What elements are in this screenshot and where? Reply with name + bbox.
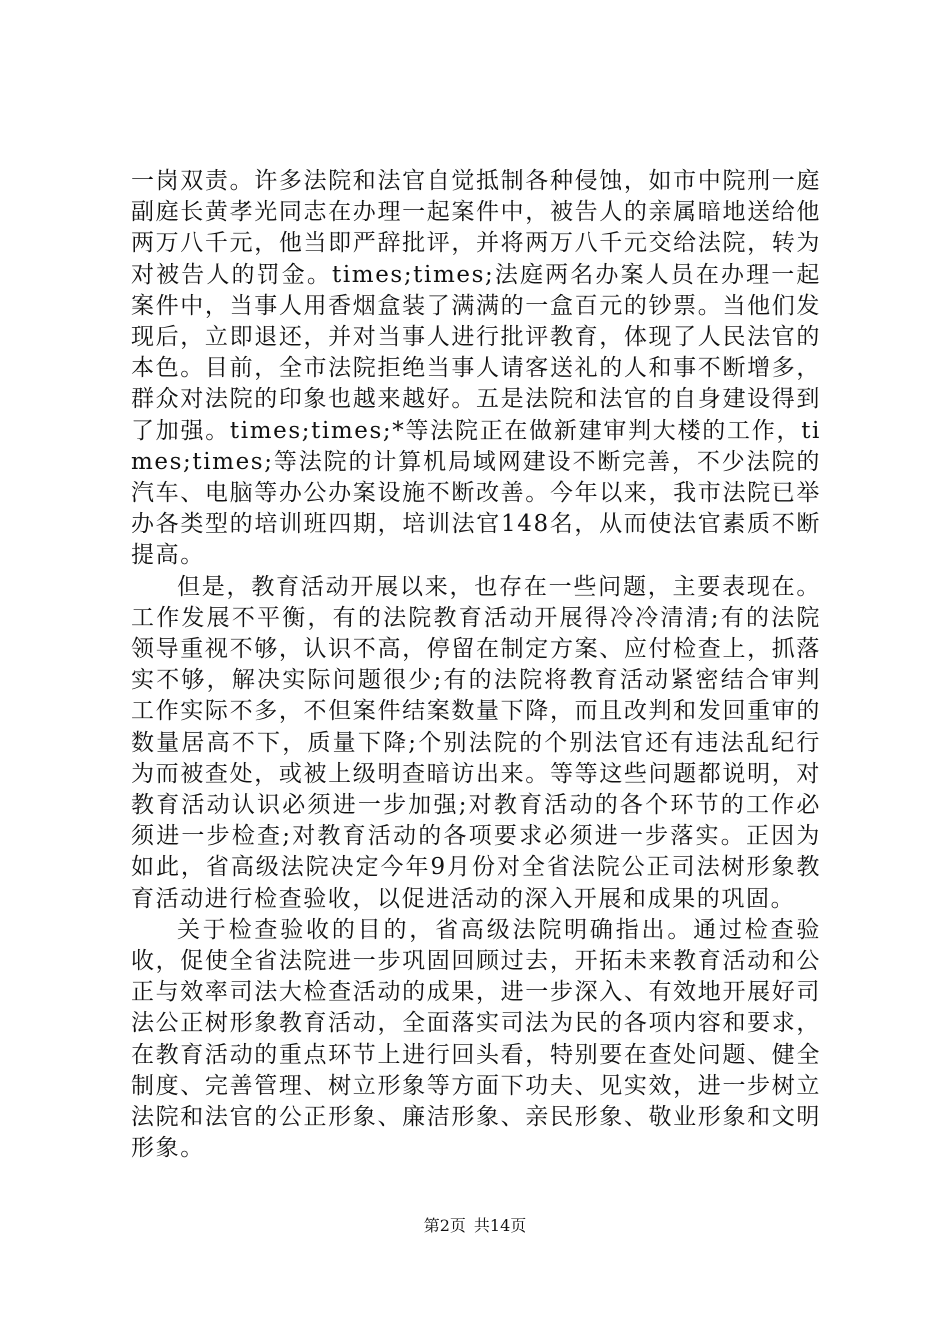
- paragraph-inspection-purpose: 关于检查验收的目的，省高级法院明确指出。通过检查验收，促使全省法院进一步巩固回顾过去，开拓未来教育活动和公正与效率司法大检查活动的成果，进一步深入、有效地开展好司法公正树形象教育活动，全面落实司法为民的各项内容和要求，在教育活动的重点环节上进行回头看，特别要在查处问题、健全制度、完善管理、树立形象等方面下功夫、见实效，进一步树立法院和法官的公正形象、廉洁形象、亲民形象、敬业形象和文明形象。: [131, 916, 821, 1162]
- page-total: 共14页: [473, 1216, 527, 1235]
- paragraph-continued: 一岗双责。许多法院和法官自觉抵制各种侵蚀，如市中院刑一庭副庭长黄孝光同志在办理一起案件中，被告人的亲属暗地送给他两万八千元，他当即严辞批评，并将两万八千元交给法院，转为对被告人的罚金。times;times;法庭两名办案人员在办理一起案件中，当事人用香烟盒装了满满的一盒百元的钞票。当他们发现后，立即退还，并对当事人进行批评教育，体现了人民法官的本色。目前，全市法院拒绝当事人请客送礼的人和事不断增多，群众对法院的印象也越来越好。五是法院和法官的自身建设得到了加强。times;times;*等法院正在做新建审判大楼的工作，times;times;等法院的计算机局域网建设不断完善，不少法院的汽车、电脑等办公办案设施不断改善。今年以来，我市法院已举办各类型的培训班四期，培训法官148名，从而使法官素质不断提高。: [131, 168, 821, 569]
- document-body: [131, 166, 821, 1165]
- page-footer: [0, 1215, 950, 1237]
- page-number: 第2页: [423, 1216, 466, 1235]
- paragraph-problems: 但是，教育活动开展以来，也存在一些问题，主要表现在。工作发展不平衡，有的法院教育活动开展得冷冷清清;有的法院领导重视不够，认识不高，停留在制定方案、应付检查上，抓落实不够，解决实际问题很少;有的法院将教育活动紧密结合审判工作实际不多，不但案件结案数量下降，而且改判和发回重审的数量居高不下，质量下降;个别法院的个别法官还有违法乱纪行为而被查处，或被上级明查暗访出来。等等这些问题都说明，对教育活动认识必须进一步加强;对教育活动的各个环节的工作必须进一步检查;对教育活动的各项要求必须进一步落实。正因为如此，省高级法院决定今年9月份对全省法院公正司法树形象教育活动进行检查验收，以促进活动的深入开展和成果的巩固。: [131, 573, 821, 912]
